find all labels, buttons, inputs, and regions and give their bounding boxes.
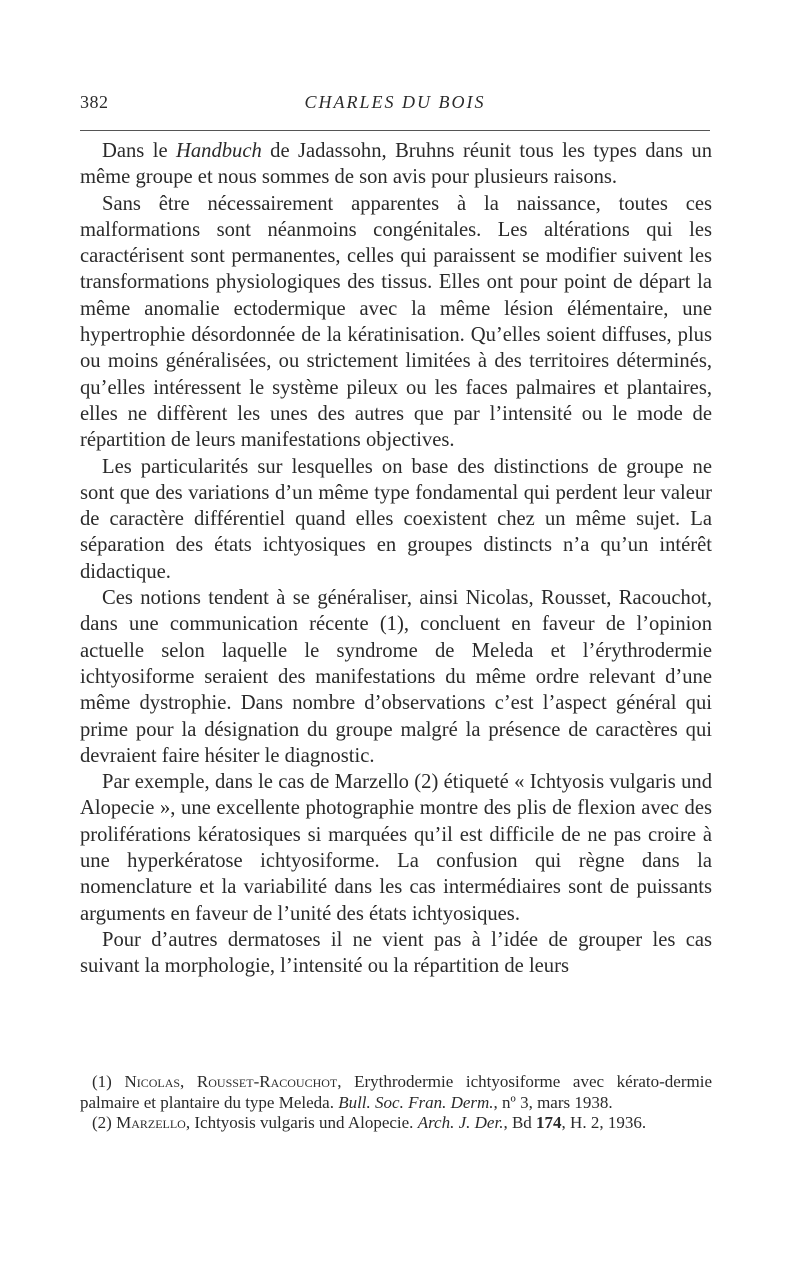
paragraph-text: de Jadassohn, Bruhns réunit tous les types dans un même groupe et nous sommes de son avis pour plusieurs raisons. <box>80 140 712 189</box>
footnote-journal: Bull. Soc. Fran. Derm. <box>338 1092 494 1112</box>
footnote-number: (2) <box>92 1113 117 1133</box>
footnote-number: (1) <box>92 1072 125 1091</box>
footnote-authors: Marzello <box>116 1113 186 1133</box>
footnote-text: , Erythrodermie ichtyosiforme avec kérato-dermie palmaire et plantaire du type Meleda. <box>80 1072 712 1112</box>
footnote-text: , nº 3, mars 1938. <box>493 1092 613 1112</box>
page-header <box>80 92 710 122</box>
paragraph: Sans être nécessairement apparentes à la naissance, toutes ces malformations sont néanmoins congénitales. Les altérations qui les caractérisent sont permanentes, celles qui paraissent se modifier suivent les transformations physiologiques des tissus. Elles ont pour point de départ la même anomalie ectodermique avec la même lésion élémentaire, une hypertrophie désordonnée de la kératinisation. Qu’elles soient diffuses, plus ou moins généralisées, ou strictement limitées à des territoires déterminés, qu’elles intéressent le système pileux ou les faces palmaires et plantaires, elles ne diffèrent les unes des autres que par l’intensité ou le mode de répartition de leurs manifestations objectives. <box>80 192 712 452</box>
paragraph: Pour d’autres dermatoses il ne vient pas à l’idée de grouper les cas suivant la morphologie, l’intensité ou la répartition de leurs <box>80 928 712 978</box>
body-text <box>80 138 712 980</box>
footnote-volume: 174 <box>536 1113 562 1133</box>
footnotes <box>80 1072 712 1134</box>
paragraph-text: Dans le <box>102 140 176 162</box>
footnote-text: , H. 2, 1936. <box>561 1113 647 1133</box>
footnote-text: , Bd <box>503 1113 537 1133</box>
footnote-1 <box>80 1072 712 1113</box>
paragraph: Les particularités sur lesquelles on base des distinctions de groupe ne sont que des variations d’un même type fondamental qui perdent leur valeur de caractère différentiel quand elles coexistent chez un même sujet. La séparation des états ichtyosiques en groupes distincts n’a qu’un intérêt didactique. <box>80 455 712 583</box>
footnote-2 <box>80 1113 712 1134</box>
paragraph: Par exemple, dans le cas de Marzello (2) étiqueté « Ichtyosis vulgaris und Alopecie », une excellente photographie montre des plis de flexion avec des proliférations kératosiques si marquées qu’il est difficile de ne pas croire à une hyperkératose ichtyosiforme. La confusion qui règne dans la nomenclature et la variabilité dans les cas intermédiaires sont de puissants arguments en faveur de l’unité des états ichtyosiques. <box>80 771 712 925</box>
paragraph <box>80 138 712 191</box>
page-number: 382 <box>80 92 109 112</box>
paragraph: Ces notions tendent à se généraliser, ainsi Nicolas, Rousset, Racouchot, dans une communication récente (1), concluent en faveur de l’opinion actuelle selon laquelle le syndrome de Meleda et l’érythrodermie ichtyosiforme seraient des manifestations du même ordre relevant d’une même dystrophie. Dans nombre d’observations c’est l’aspect général qui prime pour la désignation du groupe malgré la présence de caractères qui devraient faire hésiter le diagnostic. <box>80 587 712 767</box>
footnote-authors: Nicolas, Rousset-Racouchot <box>124 1072 338 1091</box>
footnote-journal: Arch. J. Der. <box>417 1113 504 1133</box>
running-head: CHARLES DU BOIS <box>304 92 486 112</box>
footnote-text: , Ichtyosis vulgaris und Alopecie. <box>185 1113 418 1133</box>
header-rule <box>80 130 710 131</box>
italic-title: Handbuch <box>175 140 262 162</box>
